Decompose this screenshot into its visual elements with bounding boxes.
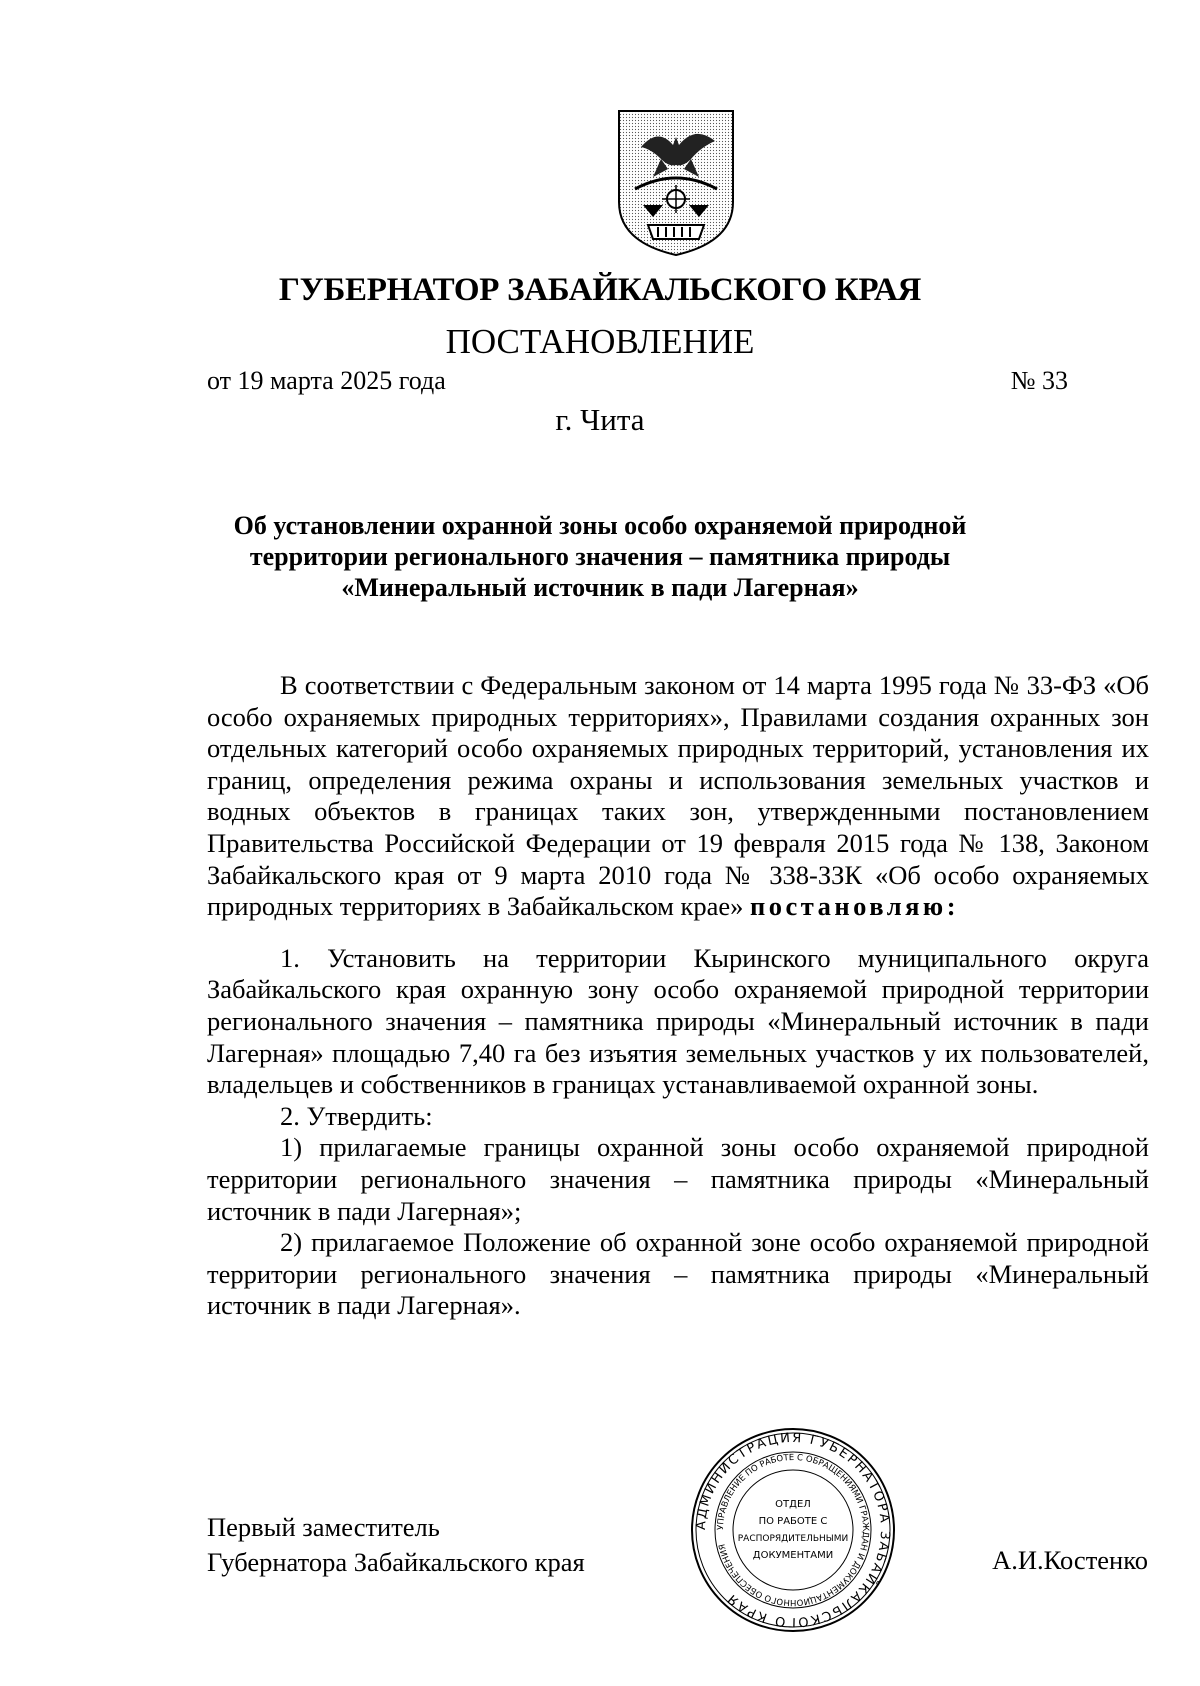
stamp-center-line-2: ПО РАБОТЕ С	[758, 1516, 828, 1527]
signer-title-line-2: Губернатора Забайкальского края	[207, 1547, 585, 1577]
item-2-2-paragraph: 2) прилагаемое Положение об охранной зоне особо охраняемой природной территории регионального значения – памятника природы «Минеральный источник в пади Лагерная».	[207, 1227, 1149, 1321]
stamp-center-line-4: ДОКУМЕНТАМИ	[752, 1550, 834, 1561]
stamp-inner-ring-text: УПРАВЛЕНИЕ ПО РАБОТЕ С ОБРАЩЕНИЯМИ ГРАЖДАН И ДОКУМЕНТАЦИОННОГО ОБЕСПЕЧЕНИЯ	[715, 1452, 871, 1608]
document-type: ПОСТАНОВЛЕНИЕ	[445, 322, 755, 361]
stamp-center-line-3: РАСПОРЯДИТЕЛЬНЫМИ	[737, 1534, 849, 1544]
signer-title-line-1: Первый заместитель	[207, 1512, 440, 1542]
signer-title	[207, 1510, 585, 1580]
decree-colon: :	[946, 891, 960, 922]
heading-line-1: Об установлении охранной зоны особо охраняемой природной	[233, 511, 967, 540]
coat-of-arms-icon	[613, 107, 739, 259]
heading-line-2: территории регионального значения – памятника природы	[249, 542, 951, 571]
stamp-center-line-1: ОТДЕЛ	[775, 1499, 811, 1510]
document-body	[207, 670, 1149, 1322]
item-2-1-paragraph: 1) прилагаемые границы охранной зоны особо охраняемой природной территории регионального значения – памятника природы «Минеральный источник в пади Лагерная»;	[207, 1132, 1149, 1226]
document-heading	[200, 510, 1000, 603]
item-1-paragraph: 1. Установить на территории Кыринского муниципального округа Забайкальского края охранную зону особо охраняемой природной территории регионального значения – памятника природы «Минеральный источник в пади Лагерная» площадью 7,40 га без изъятия земельных участков у их пользователей, владельцев и собственников в границах устанавливаемой охранной зоны.	[207, 942, 1149, 1100]
svg-text:УПРАВЛЕНИЕ ПО РАБОТЕ С ОБРАЩЕН	[716, 1453, 870, 1607]
decree-word: постановляю	[750, 891, 947, 922]
heading-line-3: «Минеральный источник в пади Лагерная»	[341, 573, 859, 602]
document-number: № 33	[1010, 366, 1068, 395]
signer-name: А.И.Костенко	[992, 1545, 1148, 1575]
issuing-authority: ГУБЕРНАТОР ЗАБАЙКАЛЬСКОГО КРАЯ	[278, 272, 922, 308]
document-date: от 19 марта 2025 года	[207, 366, 446, 395]
item-2-paragraph: 2. Утвердить:	[280, 1100, 433, 1131]
document-city: г. Чита	[555, 402, 645, 437]
stamp-outer-text: АДМИНИСТРАЦИЯ ГУБЕРНАТОРА ЗАБАЙКАЛЬСКОГО КРАЯ	[693, 1430, 893, 1630]
official-stamp	[688, 1425, 898, 1635]
preamble-paragraph	[207, 670, 1149, 923]
preamble-text: В соответствии с Федеральным законом от 14 марта 1995 года № 33-ФЗ «Об особо охраняемых природных территориях», Правилами создания охранных зон отдельных категорий особо охраняемых природных территорий, установления их границ, определения режима охраны и использования земельных участков и водных объектов в границах таких зон, утвержденными постановлением Правительства Российской Федерации от 19 февраля 2015 года № 138, Законом Забайкальского края от 9 марта 2010 года № 338-ЗЗК «Об особо охраняемых природных территориях в Забайкальском крае»	[207, 670, 1149, 922]
